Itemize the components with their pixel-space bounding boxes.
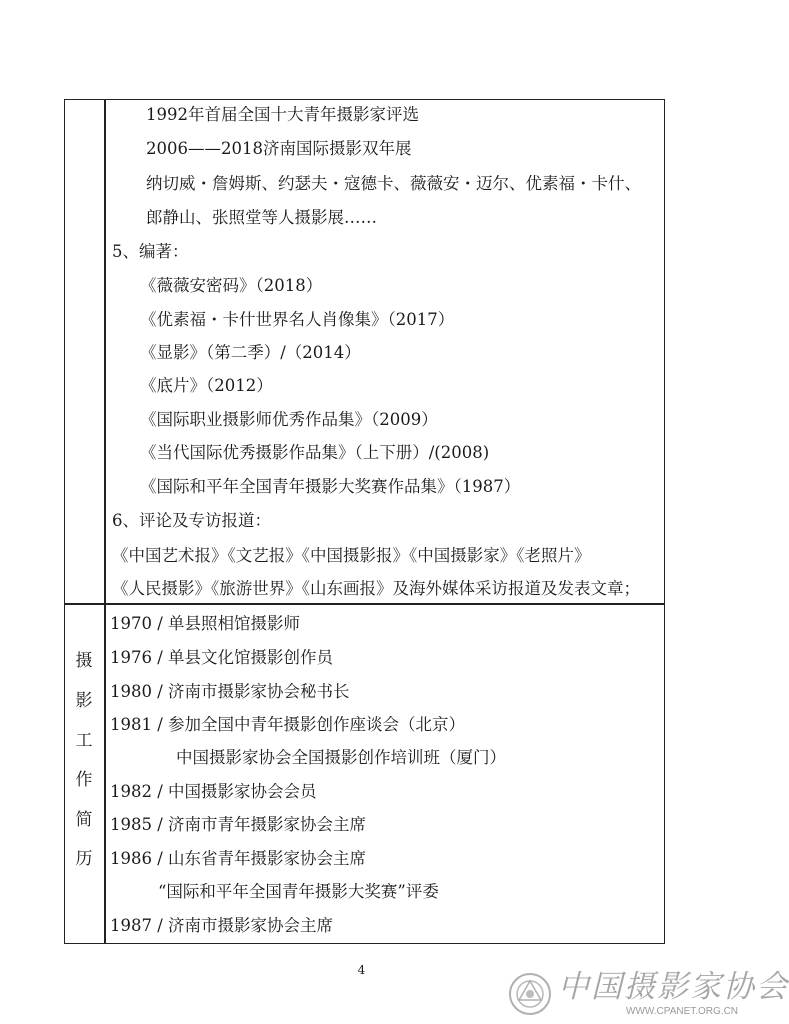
text-line: 1992年首届全国十大青年摄影家评选 (146, 105, 419, 124)
history-entry: 1982 / 中国摄影家协会会员 (110, 782, 317, 801)
watermark-text-cn: 中国摄影家协会 (558, 969, 789, 1005)
book-title: 《显影》（第二季）/（2014） (140, 343, 361, 362)
history-entry-continued: “国际和平年全国青年摄影大奖赛”评委 (158, 882, 439, 901)
label-char: 历 (75, 849, 93, 869)
history-entry: 1987 / 济南市摄影家协会主席 (110, 916, 334, 935)
association-logo-icon (508, 972, 552, 1016)
label-char: 影 (75, 691, 93, 711)
watermark (506, 968, 789, 1022)
book-title: 《底片》（2012） (140, 376, 273, 395)
page-number: 4 (357, 963, 366, 977)
book-title: 《国际和平年全国青年摄影大奖赛作品集》（1987） (140, 477, 521, 496)
history-entry: 1980 / 济南市摄影家协会秘书长 (110, 682, 350, 701)
history-entry: 1985 / 济南市青年摄影家协会主席 (110, 815, 367, 834)
text-line: 郎静山、张照堂等人摄影展…… (146, 208, 377, 227)
history-entry: 1986 / 山东省青年摄影家协会主席 (110, 849, 367, 868)
column-divider (104, 99, 106, 944)
watermark-text-en: WWW.CPANET.ORG.CN (626, 1006, 739, 1017)
section-heading: 6、评论及专访报道： (112, 511, 271, 530)
history-entry: 1976 / 单县文化馆摄影创作员 (110, 648, 334, 667)
label-char: 摄 (75, 651, 93, 671)
label-char: 作 (75, 770, 93, 790)
label-char: 简 (75, 810, 93, 830)
book-title: 《当代国际优秀摄影作品集》（上下册）/(2008) (140, 443, 490, 462)
text-line: 纳切威・詹姆斯、约瑟夫・寇德卡、薇薇安・迈尔、优素福・卡什、 (146, 174, 641, 193)
book-title: 《薇薇安密码》（2018） (140, 276, 323, 295)
history-entry-continued: 中国摄影家协会全国摄影创作培训班（厦门） (176, 748, 506, 767)
history-entry: 1981 / 参加全国中青年摄影创作座谈会（北京） (110, 715, 466, 734)
history-entry: 1970 / 单县照相馆摄影师 (110, 614, 301, 633)
label-char: 工 (75, 731, 93, 751)
book-title: 《优素福・卡什世界名人肖像集》（2017） (140, 310, 455, 329)
row-divider (64, 603, 665, 605)
press-list: 《人民摄影》《旅游世界》《山东画报》及海外媒体采访报道及发表文章； (112, 579, 640, 598)
text-line: 2006——2018济南国际摄影双年展 (146, 139, 412, 158)
book-title: 《国际职业摄影师优秀作品集》（2009） (140, 410, 438, 429)
section-heading: 5、编著： (112, 242, 189, 261)
press-list: 《中国艺术报》《文艺报》《中国摄影报》《中国摄影家》《老照片》 (112, 546, 591, 565)
